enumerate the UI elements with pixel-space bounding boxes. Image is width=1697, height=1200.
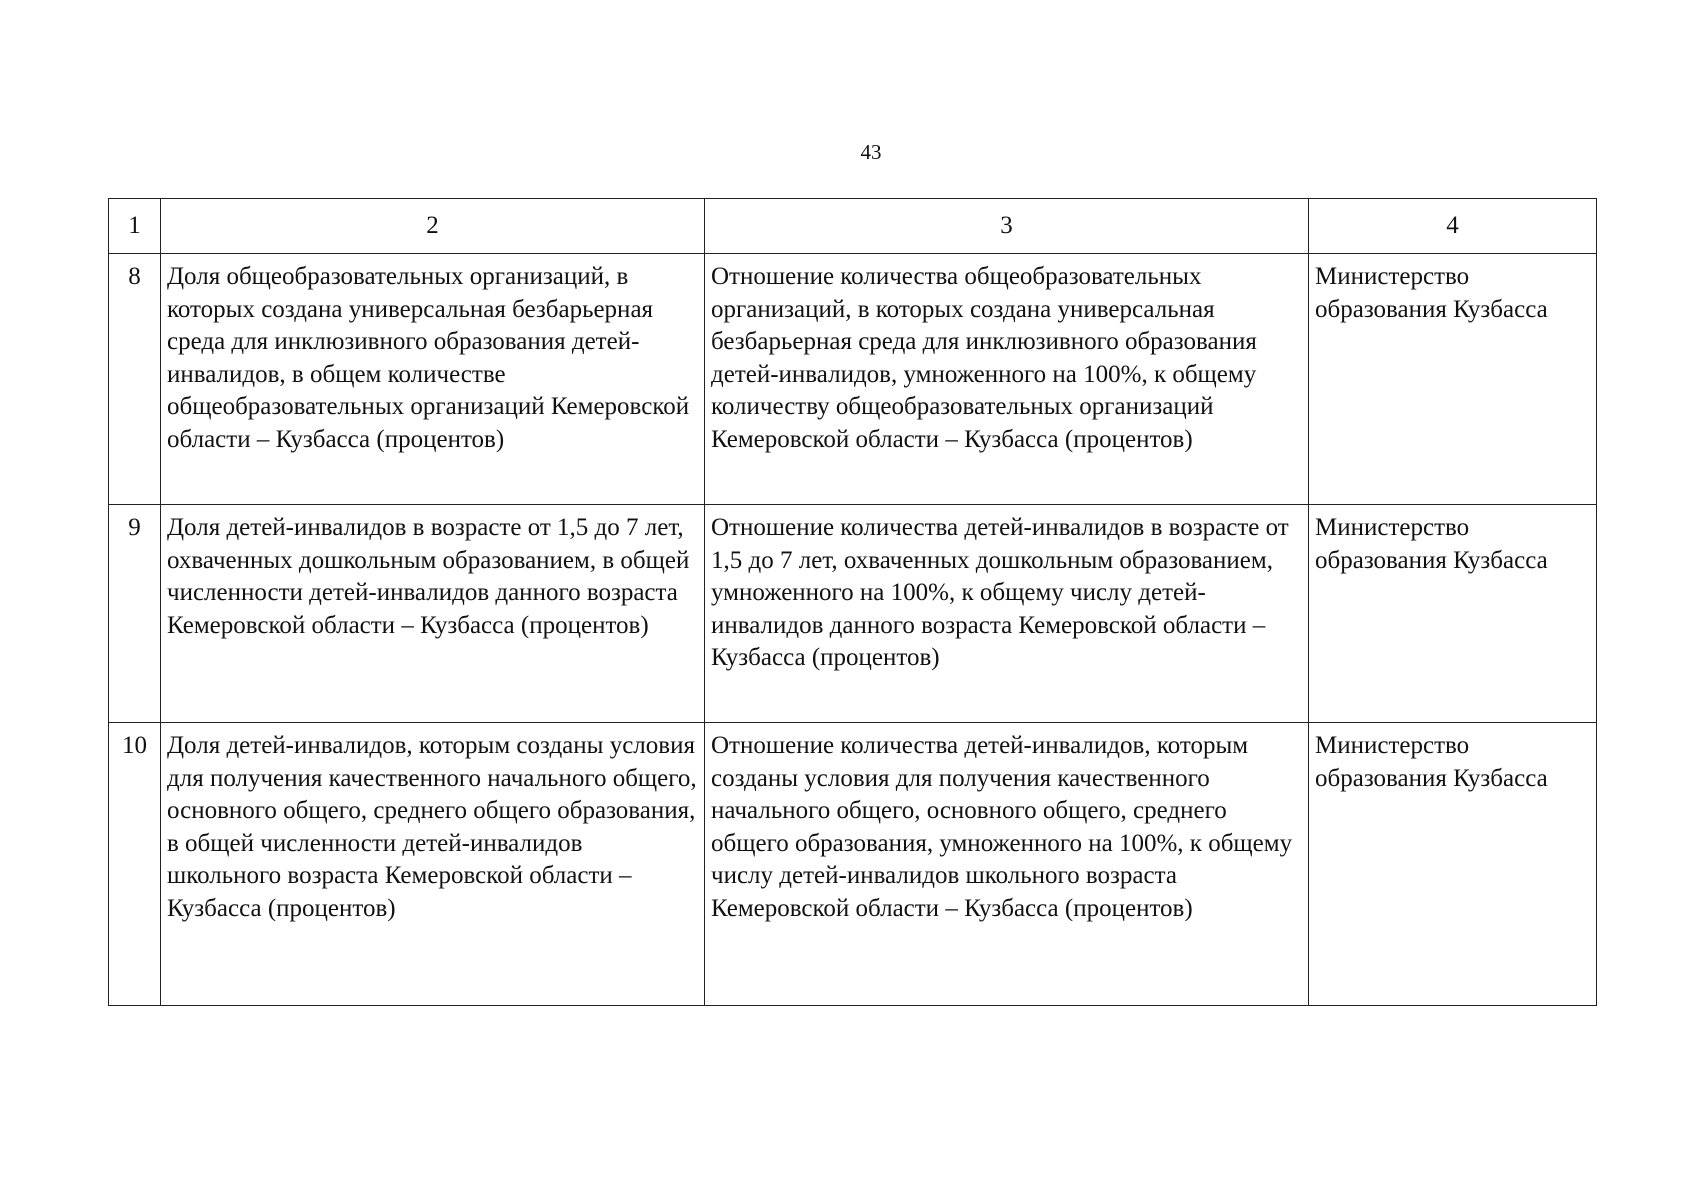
row-number: 9 [109,505,161,723]
table-row [109,723,1597,1006]
calculation-method: Отношение количества детей-инвалидов в возрасте от 1,5 до 7 лет, охваченных дошкольным образованием, умноженного на 100%, к общему числу детей-инвалидов данного возраста Кемеровской области – Кузбасса (процентов) [705,505,1309,723]
header-cell-2: 2 [161,199,705,254]
table-row [109,254,1597,505]
row-number: 8 [109,254,161,505]
table-row [109,505,1597,723]
responsible-body: Министерство образования Кузбасса [1309,723,1597,1006]
table-header-row [109,199,1597,254]
responsible-body: Министерство образования Кузбасса [1309,505,1597,723]
header-cell-3: 3 [705,199,1309,254]
calculation-method: Отношение количества общеобразовательных организаций, в которых создана универсальная безбарьерная среда для инклюзивного образования детей-инвалидов, умноженного на 100%, к общему количеству общеобразовательных организаций Кемеровской области – Кузбасса (процентов) [705,254,1309,505]
indicator-name: Доля детей-инвалидов в возрасте от 1,5 до 7 лет, охваченных дошкольным образованием, в общей численности детей-инвалидов данного возраста Кемеровской области – Кузбасса (процентов) [161,505,705,723]
indicator-name: Доля детей-инвалидов, которым созданы условия для получения качественного начального общего, основного общего, среднего общего образования, в общей численности детей-инвалидов школьного возраста Кемеровской области – Кузбасса (процентов) [161,723,705,1006]
header-cell-4: 4 [1309,199,1597,254]
header-cell-1: 1 [109,199,161,254]
row-number: 10 [109,723,161,1006]
page-number: 43 [860,140,882,164]
responsible-body: Министерство образования Кузбасса [1309,254,1597,505]
indicator-name: Доля общеобразовательных организаций, в которых создана универсальная безбарьерная среда для инклюзивного образования детей-инвалидов, в общем количестве общеобразовательных организаций Кемеровской области – Кузбасса (процентов) [161,254,705,505]
calculation-method: Отношение количества детей-инвалидов, которым созданы условия для получения качественного начального общего, основного общего, среднего общего образования, умноженного на 100%, к общему числу детей-инвалидов школьного возраста Кемеровской области – Кузбасса (процентов) [705,723,1309,1006]
indicators-table [108,198,1597,1006]
